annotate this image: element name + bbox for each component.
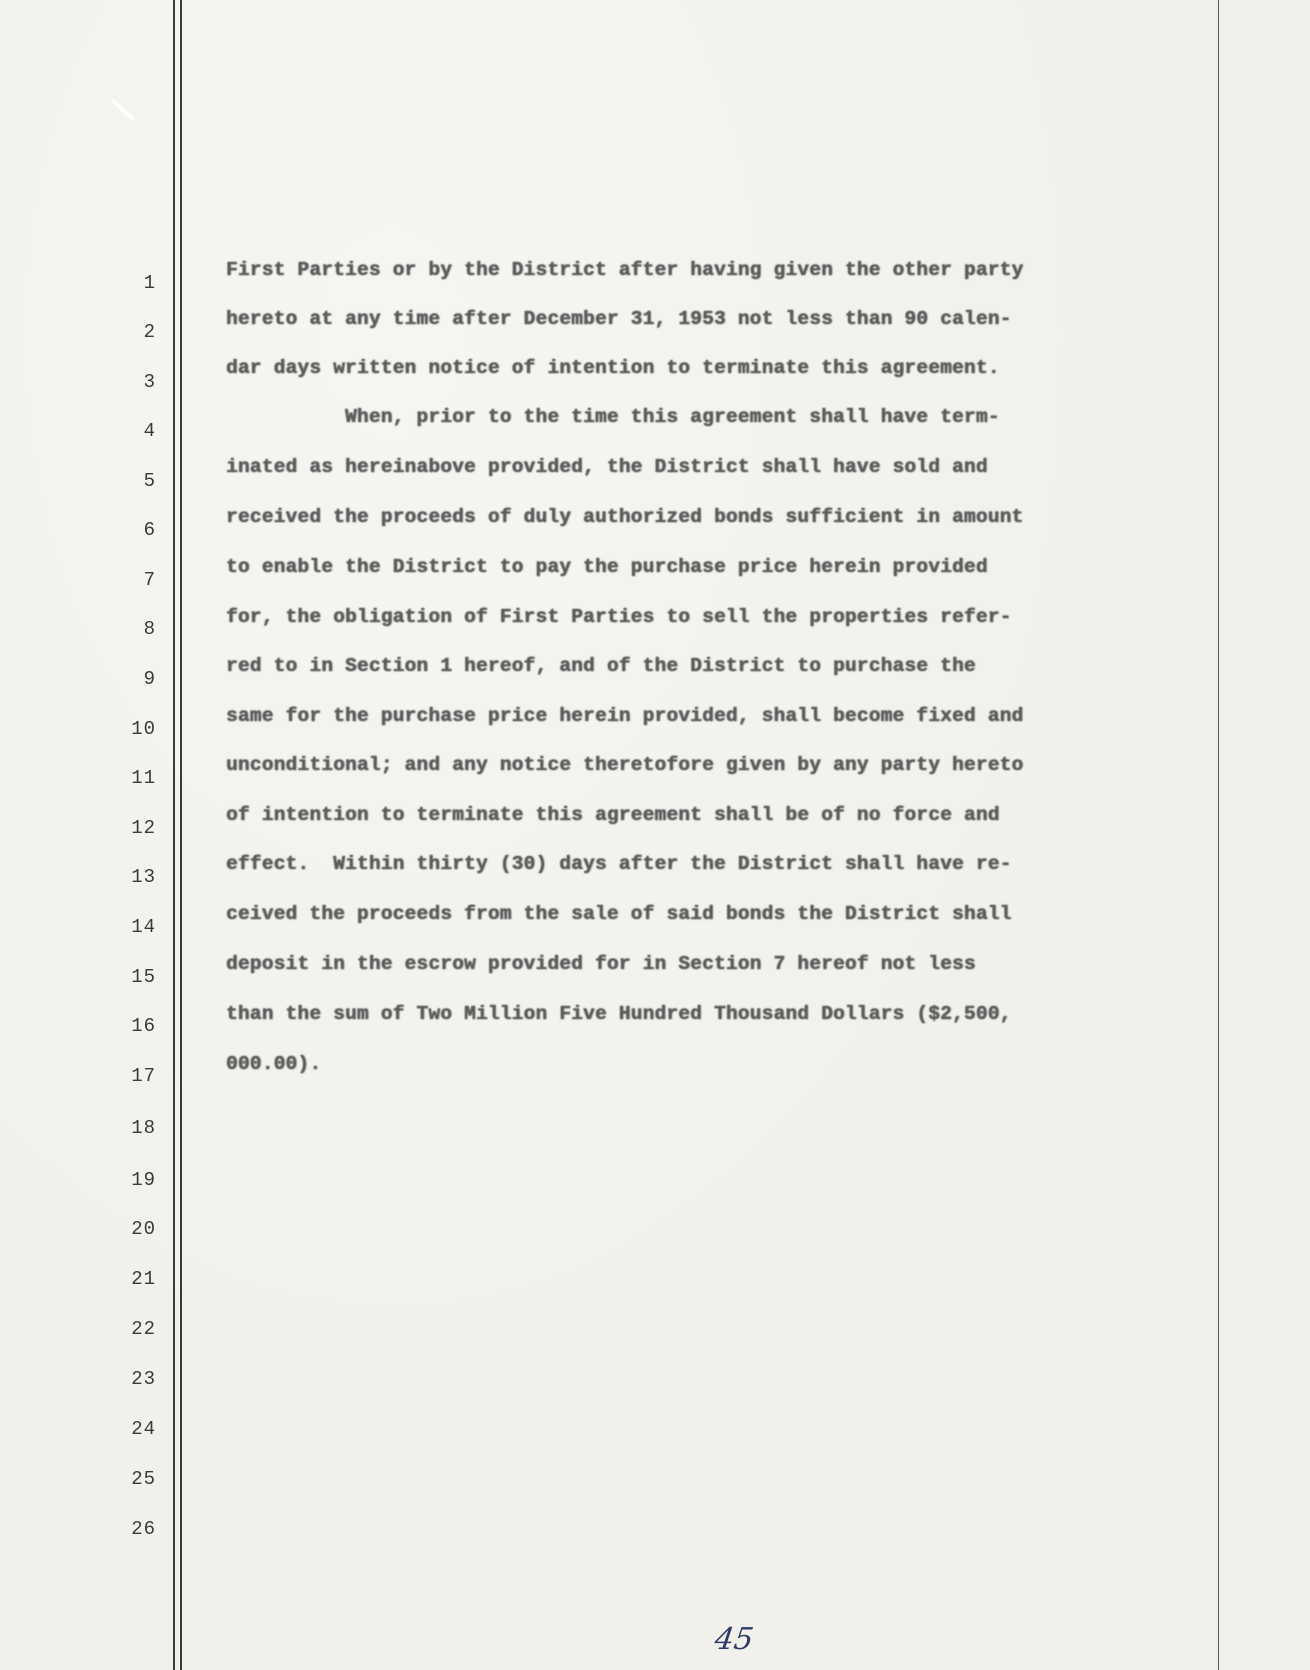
line-number: 12 bbox=[131, 817, 156, 839]
line-number: 20 bbox=[131, 1218, 156, 1240]
text-line: deposit in the escrow provided for in Section 7 hereof not less bbox=[226, 953, 976, 975]
text-line: of intention to terminate this agreement shall be of no force and bbox=[226, 804, 1000, 826]
line-number: 10 bbox=[131, 718, 156, 740]
text-line: same for the purchase price herein provided, shall become fixed and bbox=[226, 705, 1024, 727]
line-number: 13 bbox=[131, 866, 156, 888]
text-line: for, the obligation of First Parties to sell the properties refer- bbox=[226, 606, 1012, 628]
line-number: 5 bbox=[143, 470, 156, 492]
line-number: 25 bbox=[131, 1468, 156, 1490]
line-number: 16 bbox=[131, 1015, 156, 1037]
line-number: 4 bbox=[143, 420, 156, 442]
line-number: 11 bbox=[131, 767, 156, 789]
line-number: 8 bbox=[143, 618, 156, 640]
text-line: When, prior to the time this agreement shall have term- bbox=[226, 406, 1000, 428]
line-number: 14 bbox=[131, 916, 156, 938]
line-number: 23 bbox=[131, 1368, 156, 1390]
handwritten-page-number: 45 bbox=[712, 1622, 756, 1657]
line-number: 22 bbox=[131, 1318, 156, 1340]
text-line: 000.00). bbox=[226, 1053, 322, 1075]
line-number: 7 bbox=[143, 569, 156, 591]
text-line: unconditional; and any notice theretofore given by any party hereto bbox=[226, 754, 1024, 776]
text-line: dar days written notice of intention to terminate this agreement. bbox=[226, 357, 1000, 379]
line-number: 1 bbox=[143, 272, 156, 294]
text-line: inated as hereinabove provided, the District shall have sold and bbox=[226, 456, 988, 478]
text-line: to enable the District to pay the purchase price herein provided bbox=[226, 556, 988, 578]
text-line: than the sum of Two Million Five Hundred Thousand Dollars ($2,500, bbox=[226, 1003, 1012, 1025]
line-number: 6 bbox=[143, 519, 156, 541]
line-number: 19 bbox=[131, 1169, 156, 1191]
line-number: 26 bbox=[131, 1518, 156, 1540]
line-number: 17 bbox=[131, 1065, 156, 1087]
text-line: received the proceeds of duly authorized bonds sufficient in amount bbox=[226, 506, 1024, 528]
text-line: ceived the proceeds from the sale of said bonds the District shall bbox=[226, 903, 1012, 925]
line-number: 3 bbox=[143, 371, 156, 393]
text-line: First Parties or by the District after having given the other party bbox=[226, 259, 1024, 281]
line-number: 2 bbox=[143, 321, 156, 343]
line-number: 9 bbox=[143, 668, 156, 690]
line-number: 24 bbox=[131, 1418, 156, 1440]
line-number: 21 bbox=[131, 1268, 156, 1290]
text-line: hereto at any time after December 31, 1953 not less than 90 calen- bbox=[226, 308, 1012, 330]
text-line: red to in Section 1 hereof, and of the District to purchase the bbox=[226, 655, 976, 677]
line-number: 18 bbox=[131, 1117, 156, 1139]
text-line: effect. Within thirty (30) days after the District shall have re- bbox=[226, 853, 1012, 875]
line-number: 15 bbox=[131, 966, 156, 988]
